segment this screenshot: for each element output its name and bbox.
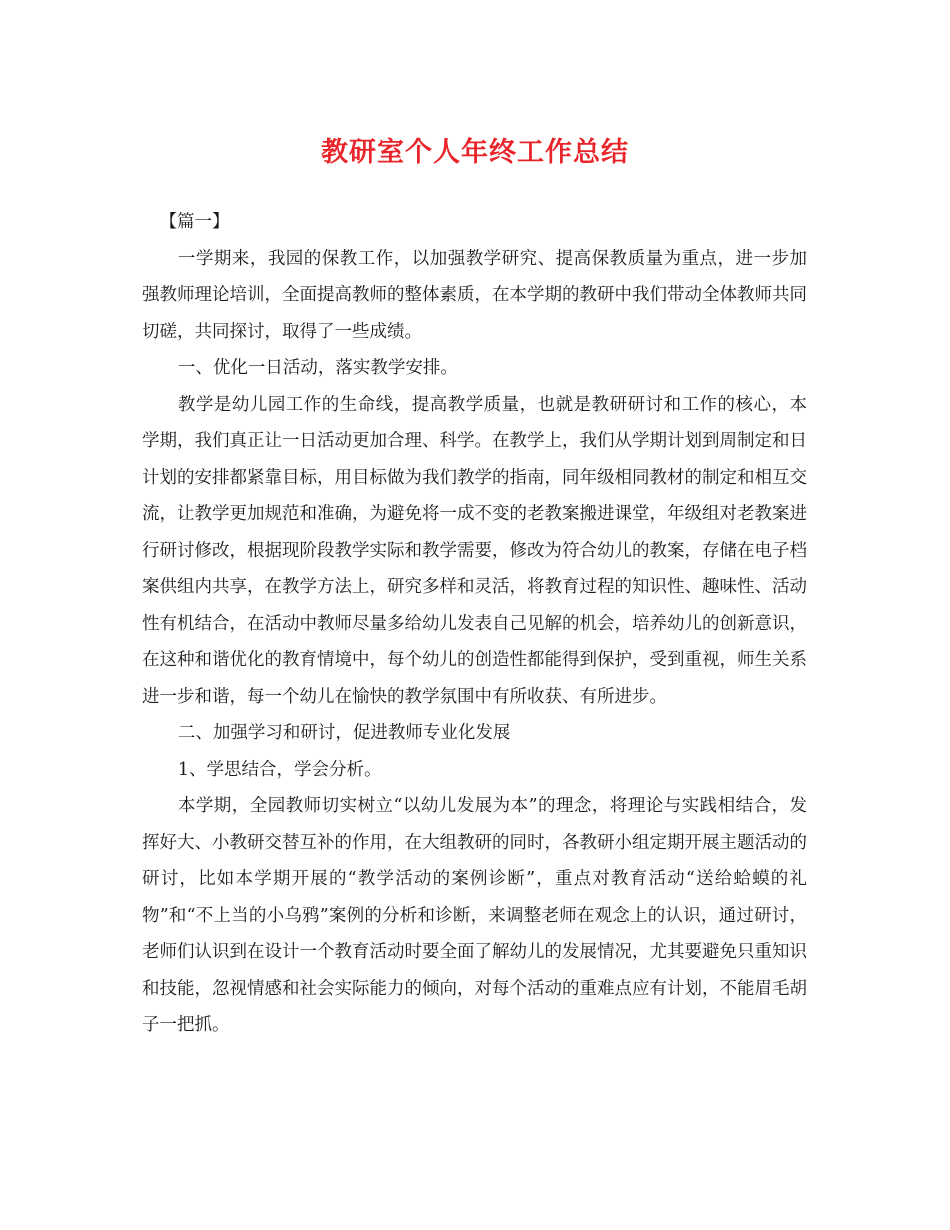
paragraph-research: 本学期，全园教师切实树立“以幼儿发展为本”的理念，将理论与实践相结合，发挥好大、小教研交替互补的作用，在大组教研的同时，各教研小组定期开展主题活动的研讨，比如本学期开展的“教学活动的案例诊断”，重点对教育活动“送给蛤蟆的礼物”和“不上当的小乌鸦”案例的分析和诊断，来调整老师在观念上的认识，通过研讨，老师们认识到在设计一个教育活动时要全面了解幼儿的发展情况，尤其要避免只重知识和技能，忽视情感和社会实际能力的倾向，对每个活动的重难点应有计划，不能眉毛胡子一把抓。 [142, 796, 807, 1035]
section-tag: 【篇一】 [159, 212, 230, 232]
paragraph-teaching: 教学是幼儿园工作的生命线，提高教学质量，也就是教研研讨和工作的核心，本学期，我们真正让一日活动更加合理、科学。在教学上，我们从学期计划到周制定和日计划的安排都紧靠目标，用目标做为我们教学的指南，同年级相同教材的制定和相互交流，让教学更加规范和准确，为避免将一成不变的老教案搬进课堂，年级组对老教案进行研讨修改，根据现阶段教学实际和教学需要，修改为符合幼儿的教案，存储在电子档案供组内共享，在教学方法上，研究多样和灵活，将教育过程的知识性、趣味性、活动性有机结合，在活动中教师尽量多给幼儿发表自己见解的机会，培养幼儿的创新意识，在这种和谐优化的教育情境中，每个幼儿的创造性都能得到保护，受到重视，师生关系进一步和谐，每一个幼儿在愉快的教学氛围中有所收获、有所进步。 [142, 394, 807, 707]
heading-section-2: 二、加强学习和研讨，促进教师专业化发展 [177, 723, 511, 743]
document-title: 教研室个人年终工作总结 [321, 137, 629, 168]
paragraph-intro: 一学期来，我园的保教工作，以加强教学研究、提高保教质量为重点，进一步加强教师理论培训，全面提高教师的整体素质，在本学期的教研中我们带动全体教师共同切磋，共同探讨，取得了一些成绩。 [142, 248, 807, 342]
document-body [142, 204, 807, 1044]
heading-subsection-1: 1、学思结合，学会分析。 [177, 759, 382, 780]
heading-section-1: 一、优化一日活动，落实教学安排。 [177, 358, 458, 378]
